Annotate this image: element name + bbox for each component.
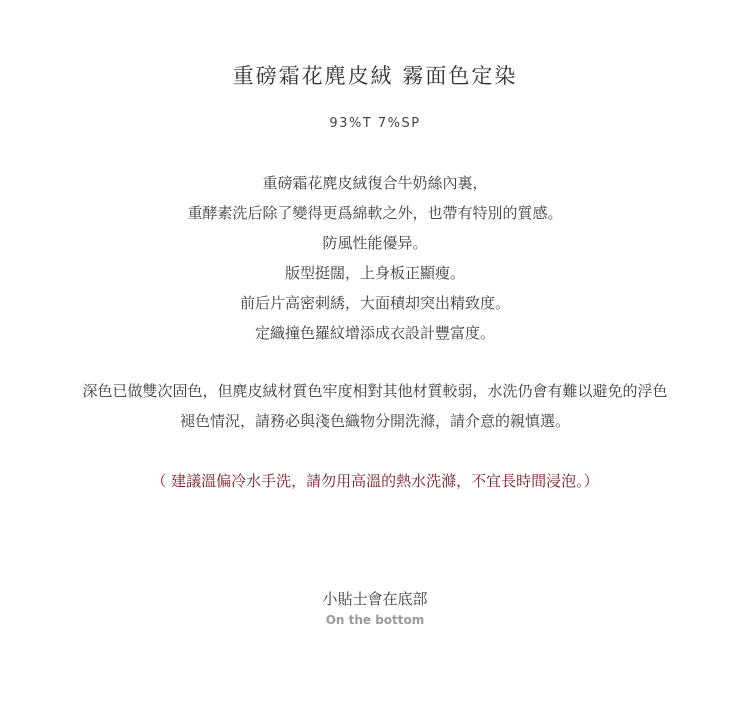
description-line: 定織撞色羅紋增添成衣設計豐富度。	[254, 324, 495, 342]
care-notice-line: 深色已做雙次固色，但麂皮絨材質色牢度相對其他材質較弱，水洗仍會有難以避免的浮色	[82, 382, 668, 400]
description-line: 防風性能優异。	[322, 234, 428, 252]
care-notice-line: 褪色情況，請務必與淺色織物分開洗滌，請介意的親慎選。	[179, 412, 570, 430]
product-description	[0, 168, 750, 348]
description-line: 前后片高密刺綉，大面積却突出精致度。	[239, 294, 510, 312]
tip-title: 小貼士會在底部	[322, 590, 428, 608]
washing-warning: （ 建議溫偏冷水手洗，請勿用高溫的熱水洗滌，不宜長時間浸泡。）	[151, 472, 599, 490]
fabric-composition: 93%T 7%SP	[329, 116, 421, 131]
tip-subtitle: On the bottom	[325, 613, 425, 627]
product-title: 重磅霜花麂皮絨 霧面色定染	[232, 64, 518, 88]
description-line: 版型挺闊，上身板正顯瘦。	[284, 264, 465, 282]
description-line: 重酵素洗后除了變得更爲綿軟之外，也帶有特別的質感。	[187, 204, 563, 222]
tip-section	[0, 588, 750, 630]
description-line: 重磅霜花麂皮絨復合牛奶絲內裏，	[262, 174, 488, 192]
care-notice	[0, 376, 750, 436]
